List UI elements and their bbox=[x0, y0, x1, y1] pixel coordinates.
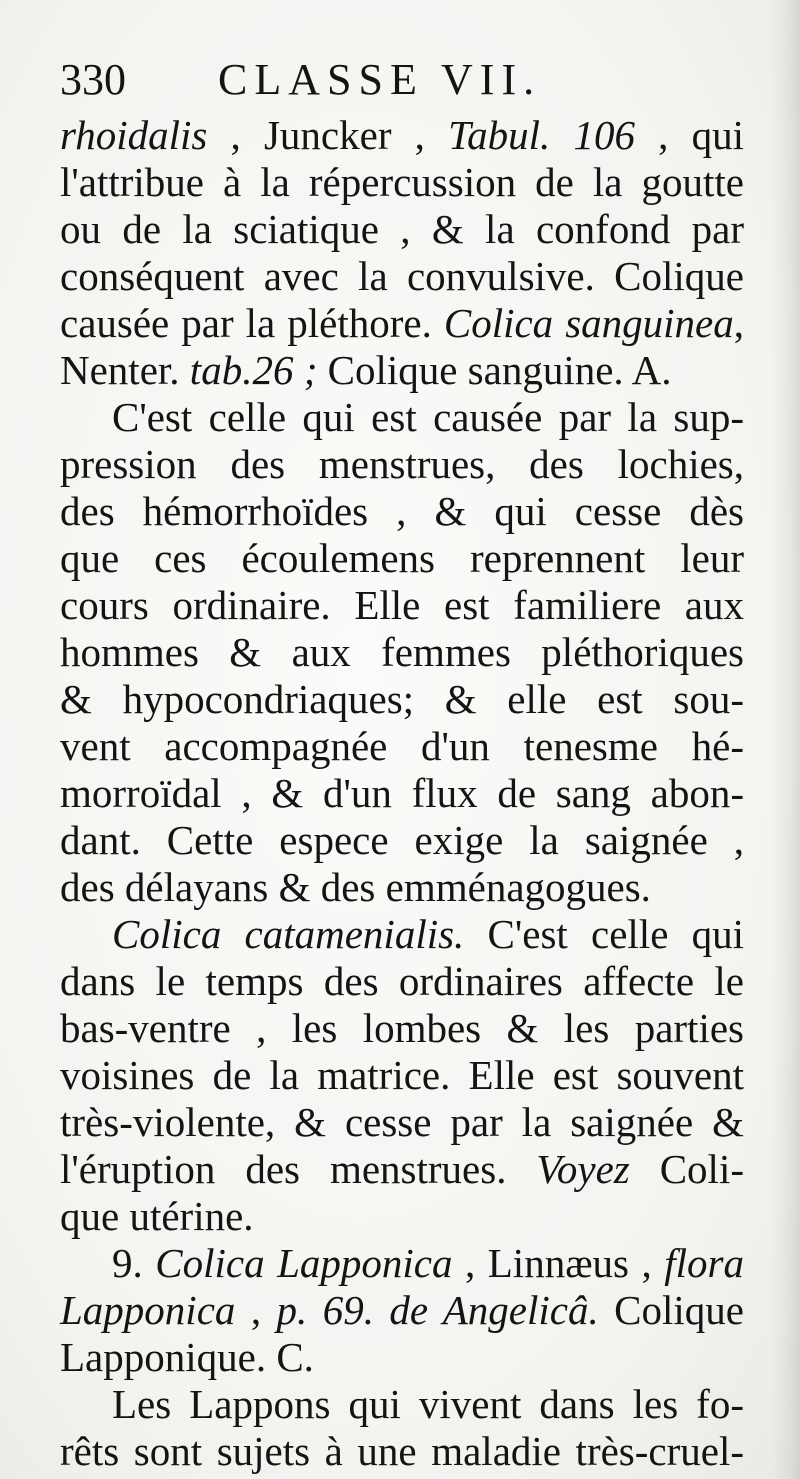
text-line bbox=[60, 347, 744, 394]
text-line bbox=[60, 1334, 744, 1381]
text-segment: des délayans & des emménagogues. bbox=[60, 864, 651, 910]
text-segment: cours ordinaire. Elle est familiere aux bbox=[60, 582, 744, 628]
text-segment: l'éruption des menstrues. bbox=[60, 1146, 537, 1192]
text-line bbox=[60, 1287, 744, 1334]
body-text bbox=[60, 112, 744, 1475]
text-line bbox=[60, 1052, 744, 1099]
text-segment: Les Lappons qui vivent dans les fo- bbox=[112, 1381, 744, 1427]
italic-text: Voyez bbox=[536, 1146, 630, 1192]
text-line bbox=[60, 488, 744, 535]
text-segment: rêts sont sujets à une maladie très-cruel- bbox=[60, 1428, 744, 1474]
text-line bbox=[60, 770, 744, 817]
text-line bbox=[60, 441, 744, 488]
text-line bbox=[60, 159, 744, 206]
text-line bbox=[60, 817, 744, 864]
text-segment: hommes & aux femmes pléthoriques bbox=[60, 629, 744, 675]
italic-text: Lapponica bbox=[60, 1287, 236, 1333]
text-line bbox=[60, 253, 744, 300]
text-segment: que utérine. bbox=[60, 1193, 254, 1239]
text-segment: & hypocondriaques; & elle est sou- bbox=[60, 676, 744, 722]
text-segment: C'est celle qui bbox=[464, 911, 744, 957]
text-line bbox=[60, 1005, 744, 1052]
text-segment: , bbox=[733, 300, 744, 346]
text-segment: ou de la sciatique , & la confond par bbox=[60, 206, 744, 252]
italic-text: p. 69. de Angelicâ. bbox=[276, 1287, 599, 1333]
text-segment: conséquent avec la convulsive. Colique bbox=[60, 253, 744, 299]
text-line bbox=[60, 1146, 744, 1193]
text-segment: Coli- bbox=[629, 1146, 744, 1192]
text-segment: dans le temps des ordinaires affecte le bbox=[60, 958, 744, 1004]
italic-text: Colica sanguinea bbox=[443, 300, 734, 346]
text-line bbox=[60, 676, 744, 723]
page-number: 330 bbox=[60, 55, 126, 104]
text-segment: vent accompagnée d'un tenesme hé- bbox=[60, 723, 744, 769]
text-line bbox=[60, 206, 744, 253]
italic-text: Colica catamenialis. bbox=[112, 911, 465, 957]
text-segment: , qui bbox=[634, 112, 744, 158]
text-segment: des hémorrhoïdes , & qui cesse dès bbox=[60, 488, 744, 534]
text-segment: , bbox=[235, 1287, 277, 1333]
text-segment: C'est celle qui est causée par la sup- bbox=[112, 394, 744, 440]
running-title: CLASSE VII. bbox=[218, 55, 542, 104]
text-segment: 9. bbox=[112, 1240, 156, 1286]
italic-text: flora bbox=[664, 1240, 745, 1286]
text-line bbox=[60, 112, 744, 159]
page-edge-shadow bbox=[772, 0, 800, 1479]
text-line bbox=[60, 394, 744, 441]
page-header bbox=[60, 52, 760, 108]
text-line bbox=[60, 1099, 744, 1146]
text-segment: Nenter. bbox=[60, 347, 190, 393]
text-segment: Lapponique. C. bbox=[60, 1334, 314, 1380]
text-line bbox=[60, 1240, 744, 1287]
text-segment: dant. Cette espece exige la saignée , bbox=[60, 817, 744, 863]
text-line bbox=[60, 911, 744, 958]
text-line bbox=[60, 582, 744, 629]
text-segment: Colique sanguine. A. bbox=[317, 347, 672, 393]
text-segment: bas-ventre , les lombes & les parties bbox=[60, 1005, 744, 1051]
text-segment: Colique bbox=[598, 1287, 744, 1333]
text-line bbox=[60, 629, 744, 676]
text-segment: morroïdal , & d'un flux de sang abon- bbox=[60, 770, 744, 816]
text-segment: , Juncker , bbox=[207, 112, 449, 158]
text-line bbox=[60, 1428, 744, 1475]
text-line bbox=[60, 300, 744, 347]
text-line bbox=[60, 958, 744, 1005]
text-segment: , Linnæus , bbox=[452, 1240, 665, 1286]
text-segment: très-violente, & cesse par la saignée & bbox=[60, 1099, 744, 1145]
italic-text: rhoidalis bbox=[60, 112, 208, 158]
text-line bbox=[60, 864, 744, 911]
text-line bbox=[60, 723, 744, 770]
text-segment: causée par la pléthore. bbox=[60, 300, 444, 346]
text-line bbox=[60, 1381, 744, 1428]
text-segment: voisines de la matrice. Elle est souvent bbox=[60, 1052, 744, 1098]
text-line bbox=[60, 535, 744, 582]
text-segment: l'attribue à la répercussion de la goutte bbox=[60, 159, 744, 205]
text-segment: pression des menstrues, des lochies, bbox=[60, 441, 744, 487]
text-line bbox=[60, 1193, 744, 1240]
italic-text: tab.26 ; bbox=[189, 347, 318, 393]
text-segment: que ces écoulemens reprennent leur bbox=[60, 535, 744, 581]
italic-text: Tabul. 106 bbox=[448, 112, 635, 158]
italic-text: Colica Lapponica bbox=[155, 1240, 453, 1286]
